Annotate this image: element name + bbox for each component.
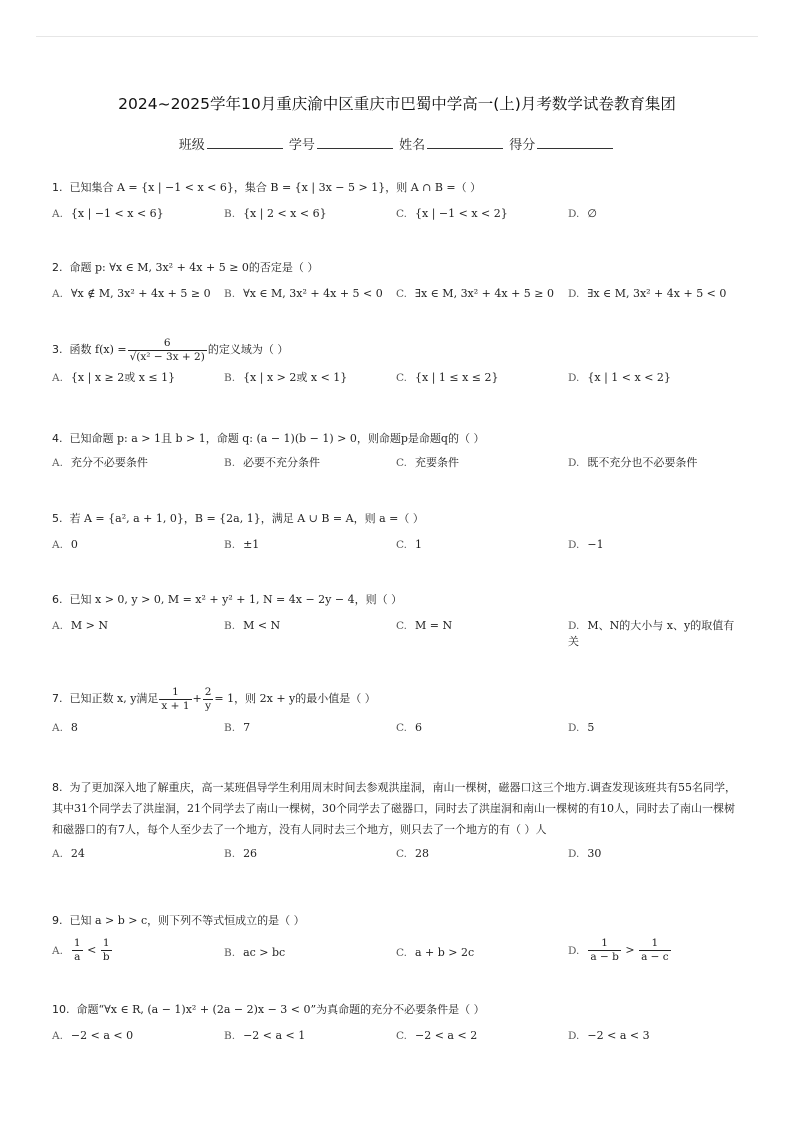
question-number: 5.	[52, 512, 63, 525]
question-number: 4.	[52, 432, 63, 445]
fraction-1-over-a-minus-c: $\frac{1}{a - c}$	[641, 937, 669, 963]
option-b[interactable]: B. {x | x > 2或 x < 1}	[224, 371, 348, 384]
option-b[interactable]: B. M < N	[224, 619, 281, 632]
option-c[interactable]: C. {x | 1 ≤ x ≤ 2}	[396, 371, 499, 384]
question-stem: 已知 a > b > c，则下列不等式恒成立的是（ ）	[69, 914, 305, 927]
question-10	[52, 1000, 752, 1050]
question-number: 10.	[52, 1003, 70, 1016]
question-4	[52, 429, 752, 477]
fraction-1-over-a: $\frac{1}{a}$	[73, 937, 81, 963]
question-number: 7.	[52, 692, 63, 705]
student-id-label: 学号	[288, 138, 315, 153]
option-c[interactable]: C. 6	[396, 721, 422, 734]
option-a[interactable]: A. {x | x ≥ 2或 x ≤ 1}	[52, 371, 176, 384]
option-c[interactable]: C. 充要条件	[396, 456, 459, 469]
option-d[interactable]: D. $\frac{1}{a - b}$ > $\frac{1}{a - c}$	[568, 937, 669, 963]
option-d[interactable]: D. 30	[568, 847, 602, 860]
question-number: 9.	[52, 914, 63, 927]
question-7: 7. 已知正数 x, y满足 $\frac{1}{x + 1}$ + $\frac{2}{y}$ = 1，则 2x + y的最小值是（ ） A. 8 B. 7 C. 6 D. 5	[52, 685, 595, 734]
question-1	[52, 178, 752, 228]
question-number: 1.	[52, 181, 63, 194]
option-c[interactable]: C. 28	[396, 847, 429, 860]
fraction-one-over-x-plus-1: $\frac{1}{x + 1}$	[161, 685, 190, 712]
question-6	[52, 590, 752, 654]
question-3: 3. 函数 f(x) = $\frac{6}{\text{√(x² − 3x + 2)}}$ 的定义域为（ ） A. {x | x ≥ 2或 x ≤ 1} B. {x | x > 2或 x < 1} C. {x | 1 ≤ x ≤ 2} D. {x | 1 < x < 2}	[52, 336, 671, 384]
fraction-two-over-y: $\frac{2}{y}$	[204, 685, 212, 712]
question-stem: 命题 p: ∀x ∈ M, 3x² + 4x + 5 ≥ 0的否定是（ ）	[69, 261, 319, 274]
student-id-blank	[317, 138, 393, 149]
option-a[interactable]: A. −2 < a < 0	[52, 1029, 134, 1042]
option-d[interactable]: D. −2 < a < 3	[568, 1029, 650, 1042]
question-stem: 命题“∀x ∈ R, (a − 1)x² + (2a − 2)x − 3 < 0”为真命题的充分不必要条件是（ ）	[76, 1003, 485, 1016]
fraction-1-over-b: $\frac{1}{b}$	[102, 937, 110, 963]
option-b[interactable]: B. 必要不充分条件	[224, 456, 321, 469]
option-c[interactable]: C. ∃x ∈ M, 3x² + 4x + 5 ≥ 0	[396, 287, 555, 300]
class-label: 班级	[178, 138, 205, 153]
option-c[interactable]: C. a + b > 2c	[396, 946, 475, 959]
option-b[interactable]: B. ∀x ∈ M, 3x² + 4x + 5 < 0	[224, 287, 383, 300]
question-number: 3.	[52, 343, 63, 356]
question-9	[52, 911, 752, 973]
option-b[interactable]: B. 26	[224, 847, 258, 860]
option-d[interactable]: D. M、N的大小与 x、y的取值有关	[568, 619, 735, 648]
option-b[interactable]: B. 7	[224, 721, 251, 734]
name-label: 姓名	[399, 138, 426, 153]
question-number: 8.	[52, 781, 63, 794]
option-a[interactable]: A. 充分不必要条件	[52, 456, 148, 469]
score-blank	[537, 138, 613, 149]
question-number: 6.	[52, 593, 63, 606]
question-stem: 已知集合 A = {x | −1 < x < 6}，集合 B = {x | 3x − 5 > 1}，则 A ∩ B =（ ）	[69, 181, 482, 194]
option-d[interactable]: D. ∃x ∈ M, 3x² + 4x + 5 < 0	[568, 287, 727, 300]
question-2	[52, 258, 752, 308]
option-a[interactable]: A. {x | −1 < x < 6}	[52, 207, 164, 220]
question-stem: 已知命题 p: a > 1且 b > 1，命题 q: (a − 1)(b − 1) > 0，则命题p是命题q的（ ）	[69, 432, 485, 445]
option-a[interactable]: A. 0	[52, 538, 78, 551]
option-c[interactable]: C. −2 < a < 2	[396, 1029, 478, 1042]
option-a[interactable]: A. ∀x ∉ M, 3x² + 4x + 5 ≥ 0	[52, 287, 211, 300]
option-c[interactable]: C. 1	[396, 538, 422, 551]
question-number: 2.	[52, 261, 63, 274]
question-5	[52, 509, 752, 559]
fraction-1-over-a-minus-b: $\frac{1}{a - b}$	[590, 937, 619, 963]
option-c[interactable]: C. {x | −1 < x < 2}	[396, 207, 508, 220]
option-b[interactable]: B. {x | 2 < x < 6}	[224, 207, 327, 220]
student-info-line	[0, 134, 794, 153]
class-blank	[207, 138, 283, 149]
option-d[interactable]: D. ∅	[568, 207, 597, 220]
question-stem: 为了更加深入地了解重庆，高一某班倡导学生利用周末时间去参观洪崖洞，南山一棵树，磁器口这三个地方.调查发现该班共有55名同学，其中31个同学去了洪崖洞，21个同学去了南山一棵树，30个同学去了磁器口，同时去了洪崖洞和南山一棵树的有10人，同时去了南山一棵树和磁器口的有7人，每个人至少去了一个地方，没有人同时去三个地方，则只去了一个地方的有（ ）人	[52, 781, 736, 836]
option-a[interactable]: A. 24	[52, 847, 85, 860]
option-a[interactable]: A. M > N	[52, 619, 109, 632]
option-d[interactable]: D. −1	[568, 538, 604, 551]
option-b[interactable]: B. −2 < a < 1	[224, 1029, 306, 1042]
top-divider	[36, 36, 758, 37]
option-b[interactable]: B. ±1	[224, 538, 260, 551]
name-blank	[427, 138, 503, 149]
option-c[interactable]: C. M = N	[396, 619, 453, 632]
option-d[interactable]: D. 既不充分也不必要条件	[568, 456, 698, 469]
page-title: 2024~2025学年10月重庆渝中区重庆市巴蜀中学高一(上)月考数学试卷教育集团	[118, 95, 676, 113]
question-stem: 已知 x > 0, y > 0, M = x² + y² + 1, N = 4x − 2y − 4，则（ ）	[69, 593, 403, 606]
score-label: 得分	[509, 138, 536, 153]
option-d[interactable]: D. 5	[568, 721, 595, 734]
question-stem: 若 A = {a², a + 1, 0}，B = {2a, 1}，满足 A ∪ B = A，则 a =（ ）	[69, 512, 424, 525]
domain-fraction: $\frac{6}{\text{√(x² − 3x + 2)}}$	[129, 336, 205, 363]
question-8	[52, 777, 742, 868]
option-a[interactable]: A. $\frac{1}{a}$ < $\frac{1}{b}$	[52, 937, 110, 963]
option-a[interactable]: A. 8	[52, 721, 78, 734]
option-b[interactable]: B. ac > bc	[224, 946, 286, 959]
option-d[interactable]: D. {x | 1 < x < 2}	[568, 371, 671, 384]
